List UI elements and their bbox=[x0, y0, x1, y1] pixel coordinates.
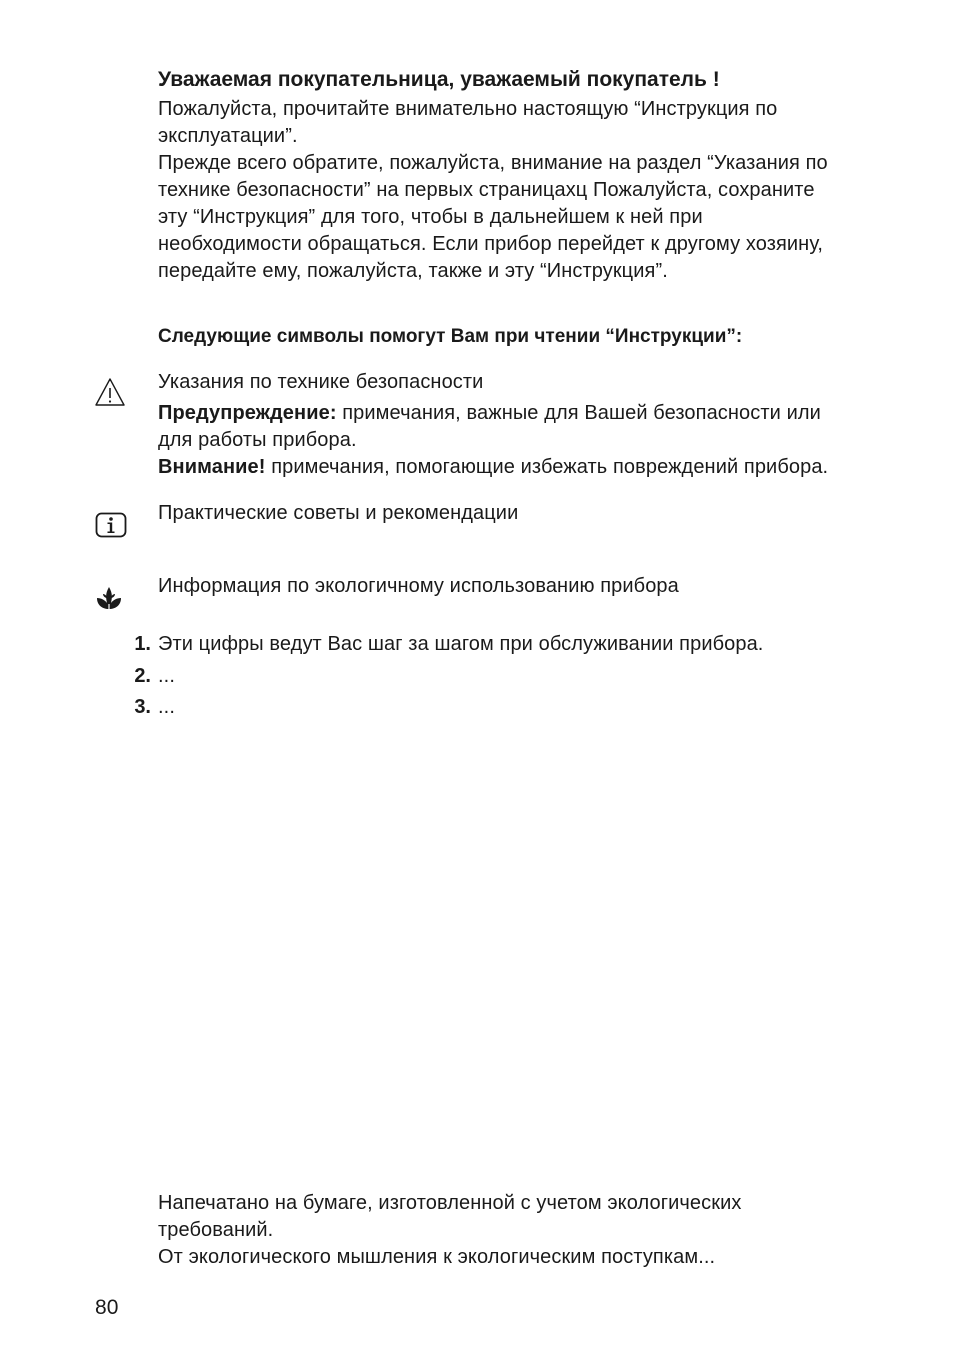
intro-line: эту “Инструкция” для того, чтобы в дальнейшем к ней при bbox=[158, 206, 703, 228]
footer-line: требований. bbox=[158, 1219, 274, 1241]
info-icon bbox=[95, 512, 127, 538]
intro-line: необходимости обращаться. Если прибор перейдет к другому хозяину, bbox=[158, 233, 824, 255]
eco-leaf-icon bbox=[96, 585, 122, 611]
footer-note bbox=[158, 1190, 741, 1271]
page-number: 80 bbox=[95, 1296, 119, 1319]
intro-line: передайте ему, пожалуйста, также и эту “Инструкция”. bbox=[158, 260, 668, 282]
safety-title: Указания по технике безопасности bbox=[158, 371, 484, 393]
eco-text: Информация по экологичному использованию прибора bbox=[158, 575, 679, 597]
attention-text: примечания, помогающие избежать повреждений прибора. bbox=[265, 456, 829, 478]
footer-line: Напечатано на бумаге, изготовленной с учетом экологических bbox=[158, 1192, 742, 1214]
warning-triangle-icon bbox=[94, 377, 126, 407]
intro-line: технике безопасности” на первых страницахц Пожалуйста, сохраните bbox=[158, 179, 815, 201]
safety-section bbox=[158, 369, 828, 481]
warning-label: Предупреждение: bbox=[158, 402, 337, 424]
step-number: 3. bbox=[134, 696, 151, 718]
attention-note bbox=[158, 454, 828, 481]
symbols-heading: Следующие символы помогут Вам при чтении “Инструкции”: bbox=[158, 326, 743, 347]
intro-line: эксплуатации”. bbox=[158, 125, 298, 147]
tips-text: Практические советы и рекомендации bbox=[158, 502, 519, 524]
intro-line: Пожалуйста, прочитайте внимательно настоящую “Инструкция по bbox=[158, 98, 778, 120]
step-text: Эти цифры ведут Вас шаг за шагом при обслуживании прибора. bbox=[158, 633, 764, 655]
page-title: Уважаемая покупательница, уважаемый покупатель ! bbox=[158, 68, 720, 91]
footer-line: От экологического мышления к экологическим поступкам... bbox=[158, 1246, 716, 1268]
warning-note bbox=[158, 400, 828, 427]
step-number: 1. bbox=[134, 633, 151, 655]
warning-text: примечания, важные для Вашей безопасности или bbox=[336, 402, 821, 424]
attention-label: Внимание! bbox=[158, 456, 266, 478]
step-text: ... bbox=[158, 696, 175, 718]
intro-paragraph bbox=[158, 96, 828, 285]
warning-text-continued: для работы прибора. bbox=[158, 429, 357, 451]
step-number: 2. bbox=[134, 665, 151, 687]
step-text: ... bbox=[158, 665, 175, 687]
intro-line: Прежде всего обратите, пожалуйста, внимание на раздел “Указания по bbox=[158, 152, 828, 174]
